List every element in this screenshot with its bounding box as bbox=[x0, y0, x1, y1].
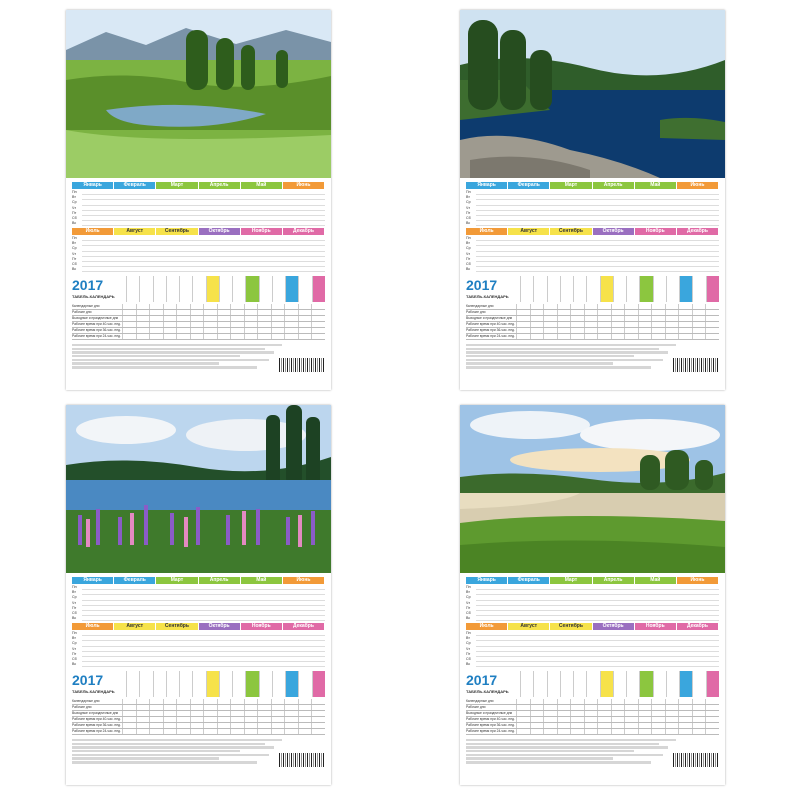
month-sep: Сентябрь bbox=[156, 228, 197, 235]
card-photo bbox=[460, 405, 725, 573]
days-grid-h1: Пн Вт Ср Чт Пт Сб Вс bbox=[72, 190, 325, 226]
year-label: 2017 bbox=[466, 672, 498, 688]
table-month-headers bbox=[126, 671, 325, 697]
tabel-title: ТАБЕЛЬ-КАЛЕНДАРЬ bbox=[72, 689, 115, 694]
card-photo bbox=[66, 405, 331, 573]
hours-table: Календарные дни Рабочие дни Выходные и праздничные дни Рабочее время при 40-час. нед. Рабочее время при 36-час. нед. Рабочее время при 24-час. нед. bbox=[466, 699, 719, 735]
days-grid-h2: Пн Вт Ср Чт Пт Сб Вс bbox=[466, 236, 719, 272]
month-aug: Август bbox=[114, 228, 155, 235]
fine-print bbox=[466, 739, 676, 765]
year-label: 2017 bbox=[72, 672, 104, 688]
table-month-headers bbox=[520, 671, 719, 697]
hours-table: Календарные дни Рабочие дни Выходные и праздничные дни Рабочее время при 40-час. нед. Рабочее время при 36-час. нед. Рабочее время при 24-час. нед. bbox=[72, 304, 325, 340]
hours-table: Календарные дни Рабочие дни Выходные и праздничные дни Рабочее время при 40-час. нед. Рабочее время при 36-час. нед. Рабочее время при 24-час. нед. bbox=[72, 699, 325, 735]
calendar-card-1 bbox=[66, 10, 331, 390]
card-photo bbox=[66, 10, 331, 178]
tabel-title: ТАБЕЛЬ-КАЛЕНДАРЬ bbox=[466, 689, 509, 694]
barcode bbox=[673, 358, 719, 372]
days-grid-h2: Пн Вт Ср Чт Пт Сб Вс bbox=[72, 631, 325, 667]
barcode bbox=[673, 753, 719, 767]
month-oct: Октябрь bbox=[199, 228, 240, 235]
table-month-headers bbox=[520, 276, 719, 302]
table-month-headers bbox=[126, 276, 325, 302]
tabel-title: ТАБЕЛЬ-КАЛЕНДАРЬ bbox=[72, 294, 115, 299]
months-header-h2: Июль Август Сентябрь Октябрь Ноябрь Декабрь bbox=[466, 623, 719, 630]
fine-print bbox=[72, 739, 282, 765]
calendar-card-4 bbox=[460, 405, 725, 785]
months-header-h1: Январь Февраль Март Апрель Май Июнь bbox=[466, 577, 719, 584]
month-jun: Июнь bbox=[283, 182, 324, 189]
months-header-h2 bbox=[72, 228, 325, 235]
month-jan: Январь bbox=[72, 182, 113, 189]
calendar-card-3 bbox=[66, 405, 331, 785]
month-mar: Март bbox=[156, 182, 197, 189]
days-grid-h2: Пн Вт Ср Чт Пт Сб Вс bbox=[72, 236, 325, 272]
barcode bbox=[279, 358, 325, 372]
month-may: Май bbox=[241, 182, 282, 189]
days-grid-h2: Пн Вт Ср Чт Пт Сб Вс bbox=[466, 631, 719, 667]
months-header-h1 bbox=[72, 182, 325, 189]
days-grid-h1: Пн Вт Ср Чт Пт Сб Вс bbox=[466, 585, 719, 621]
months-header-h2: Июль Август Сентябрь Октябрь Ноябрь Декабрь bbox=[72, 623, 325, 630]
month-apr: Апрель bbox=[199, 182, 240, 189]
calendar-card-2 bbox=[460, 10, 725, 390]
fine-print bbox=[466, 344, 676, 370]
days-grid-h1: Пн Вт Ср Чт Пт Сб Вс bbox=[72, 585, 325, 621]
month-nov: Ноябрь bbox=[241, 228, 282, 235]
year-label: 2017 bbox=[72, 277, 104, 293]
months-header-h1: Январь Февраль Март Апрель Май Июнь bbox=[72, 577, 325, 584]
card-photo bbox=[460, 10, 725, 178]
month-dec: Декабрь bbox=[283, 228, 324, 235]
hours-table: Календарные дни Рабочие дни Выходные и праздничные дни Рабочее время при 40-час. нед. Рабочее время при 36-час. нед. Рабочее время при 24-час. нед. bbox=[466, 304, 719, 340]
barcode bbox=[279, 753, 325, 767]
tabel-title: ТАБЕЛЬ-КАЛЕНДАРЬ bbox=[466, 294, 509, 299]
fine-print bbox=[72, 344, 282, 370]
year-label: 2017 bbox=[466, 277, 498, 293]
days-grid-h1: Пн Вт Ср Чт Пт Сб Вс bbox=[466, 190, 719, 226]
month-feb: Февраль bbox=[114, 182, 155, 189]
month-jul: Июль bbox=[72, 228, 113, 235]
months-header-h1: Январь Февраль Март Апрель Май Июнь bbox=[466, 182, 719, 189]
months-header-h2: Июль Август Сентябрь Октябрь Ноябрь Декабрь bbox=[466, 228, 719, 235]
